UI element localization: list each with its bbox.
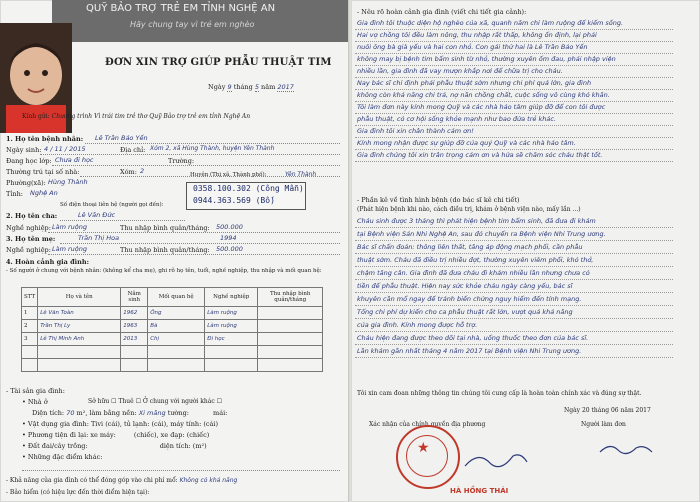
date-month: 5 xyxy=(254,83,259,91)
farm-row xyxy=(22,442,207,450)
cell: Làm ruộng xyxy=(205,307,258,320)
diagnosis-line: tại Bệnh viện Sản Nhi Nghệ An, sau đó chuyển ra Bệnh viện Nhi Trung ương. xyxy=(357,230,606,238)
story-line: Kính mong nhận được sự giúp đỡ của quý Quỹ và các nhà hảo tâm. xyxy=(357,139,576,147)
vehicles-tail: (chiếc), xe đạp: (chiếc) xyxy=(133,431,210,439)
fund-slogan: Hãy chung tay vì trẻ em nghèo xyxy=(130,20,255,29)
cell: Đi học xyxy=(205,333,258,346)
hamlet-label: Xóm: xyxy=(120,168,137,176)
study-value: Chưa đi học xyxy=(55,156,94,164)
diagnosis-note: (Phát hiện bệnh khi nào, cách điều trị, khám ở bệnh viện nào, mấy lần ...) xyxy=(357,206,581,213)
study-label: Đang học lớp: xyxy=(6,157,52,165)
diagnosis-line: Lần khám gần nhất tháng 4 năm 2017 tại Bệnh viện Nhi Trung ương. xyxy=(357,347,582,355)
patient-name-label: 1. Họ tên bệnh nhân: xyxy=(6,135,84,143)
mother-job-value: Làm ruộng xyxy=(52,245,88,253)
province-value: Nghệ An xyxy=(30,189,58,197)
vehicles-label: • Phương tiện đi lại: xe máy: xyxy=(22,431,116,439)
house-options: Sở hữu ☐ Thuê ☐ Ở chung với người khác ☐ xyxy=(88,398,222,405)
recipient-row xyxy=(22,113,250,120)
story-line: nhiều lần, gia đình đã vay mượn khắp nơi để chữa trị cho cháu. xyxy=(357,67,563,75)
phone-2: 0944.363.569 (Bố) xyxy=(193,196,275,205)
fund-name: QUỸ BẢO TRỢ TRẺ EM TỈNH NGHỆ AN xyxy=(86,3,276,14)
patient-name-value: Lê Trần Bảo Yến xyxy=(95,134,148,142)
vehicles-row xyxy=(22,431,209,439)
province-label: Tỉnh: xyxy=(6,190,23,198)
story-line: không may bị bệnh tim bẩm sinh từ nhỏ, thường xuyên ốm đau, phải nhập viện xyxy=(357,55,616,63)
form-date xyxy=(208,83,294,92)
diagnosis-line: thuật sớm. Cháu đã điều trị nhiều đợt, thường xuyên viêm phổi, khó thở, xyxy=(357,256,594,264)
diagnosis-line: Cháu sinh được 3 tháng thì phát hiện bệnh tim bẩm sinh, đã đưa đi khám xyxy=(357,217,596,225)
father-label: 2. Họ tên cha: xyxy=(6,212,58,220)
local-confirmation-label: Xác nhận của chính quyền địa phương xyxy=(369,421,486,428)
address-label: Địa chỉ: xyxy=(120,146,146,154)
cell: 1 xyxy=(22,307,38,320)
table-row xyxy=(22,307,323,320)
hamlet-value: 2 xyxy=(140,167,145,175)
sign-date: Ngày 20 tháng 06 năm 2017 xyxy=(564,407,651,414)
table-row xyxy=(22,320,323,333)
district-label: Huyện (Thị xã, Thành phố): xyxy=(190,172,267,178)
phone-1: 0358.100.302 (Công Mẫn) xyxy=(193,184,304,193)
col-income: Thu nhập bình quân/tháng xyxy=(258,288,323,307)
diagnosis-line: Bác sĩ chẩn đoán: thông liên thất, tăng áp động mạch phổi, cần phẫu xyxy=(357,243,583,251)
diagnosis-line: Tổng chi phí dự kiến cho ca phẫu thuật rất lớn, vượt quá khả năng xyxy=(357,308,573,316)
story-line: Gia đình tôi xin chân thành cảm ơn! xyxy=(357,127,474,135)
cell: 1963 xyxy=(121,320,148,333)
cell: 2 xyxy=(22,320,38,333)
commune-label: Phường(xã): xyxy=(6,179,46,187)
items-row xyxy=(22,420,218,428)
signer-name: HÀ HỒNG THÁI xyxy=(450,487,509,495)
cell xyxy=(258,333,323,346)
date-year-label: năm xyxy=(261,83,276,91)
mother-value: Trần Thị Hoa xyxy=(78,234,120,242)
mother-job-label: Nghề nghiệp: xyxy=(6,246,51,254)
house-label: • Nhà ở xyxy=(22,398,48,406)
mother-label: 3. Họ tên mẹ: xyxy=(6,235,56,243)
pledge-text: Tôi xin cam đoan những thông tin chúng tôi cung cấp là hoàn toàn chính xác và đúng sự thật. xyxy=(357,390,642,397)
recipient-text: Chương trình Vì trái tim trẻ thơ Quỹ Bảo trợ trẻ em tỉnh Nghệ An xyxy=(51,113,251,120)
recipient-label: Kính gửi: xyxy=(22,113,50,120)
official-signature xyxy=(461,450,531,472)
mother-income-label: Thu nhập bình quân/tháng: xyxy=(120,246,210,254)
contact-label: Số điện thoại liên hệ (người gọi đến): xyxy=(60,202,164,208)
cell xyxy=(258,307,323,320)
cell: 3 xyxy=(22,333,38,346)
other-label: • Những đặc điểm khác: xyxy=(22,453,103,461)
story-line: Hai vợ chồng tôi đều làm nông, thu nhập rất thấp, không ổn định, lại phải xyxy=(357,31,597,39)
story-line: Nay bác sĩ chỉ định phải phẫu thuật sớm nhưng chi phí quá lớn, gia đình xyxy=(357,79,592,87)
father-job-label: Nghề nghiệp: xyxy=(6,224,51,232)
family-members-table xyxy=(21,287,323,372)
district-value: Yên Thành xyxy=(285,171,317,178)
cell: Lê Văn Toàn xyxy=(38,307,121,320)
cost-value: Không có khả năng xyxy=(179,477,238,484)
family-section-label: 4. Hoàn cảnh gia đình: xyxy=(6,258,89,266)
phone-box xyxy=(186,182,306,210)
story-line: không còn khả năng chi trả, nợ nần chồng chất, cuộc sống vô cùng khó khăn. xyxy=(357,91,610,99)
land-area: 70 xyxy=(66,409,75,417)
family-note: - Số người ở chung với bệnh nhân: (không kể cha mẹ), ghi rõ họ tên, tuổi, nghề nghiệp, thu nhập và mối quan hệ: xyxy=(6,268,322,274)
date-year: 2017 xyxy=(277,83,294,91)
fund-banner xyxy=(52,0,349,42)
diagnosis-line: khuyên cần mổ ngay để tránh biến chứng nguy hiểm đến tính mạng. xyxy=(357,295,582,303)
land-mid: m², làm bằng nền: xyxy=(76,409,137,417)
land-walls-label: tường: xyxy=(167,409,189,417)
farm-label: • Đất đai/cây trồng: xyxy=(22,442,88,450)
cell: 2013 xyxy=(121,333,148,346)
form-page-left xyxy=(0,0,349,502)
story-line: Gia đình tôi thuộc diện hộ nghèo của xã, quanh năm chỉ làm ruộng để kiếm sống. xyxy=(357,19,624,27)
col-relation: Mối quan hệ xyxy=(148,288,205,307)
table-header-row xyxy=(22,288,323,307)
land-label: Diện tích: xyxy=(32,409,65,417)
date-mid: tháng xyxy=(233,83,253,91)
table-row xyxy=(22,333,323,346)
school-label: Trường: xyxy=(168,157,195,165)
dob-value: 4 / 11 / 2015 xyxy=(44,145,86,153)
address-value: Xóm 2, xã Hùng Thành, huyện Yên Thành xyxy=(150,145,275,152)
land-material: Xi măng xyxy=(138,409,166,417)
cell: Ông xyxy=(148,307,205,320)
land-roof-label: mái: xyxy=(213,409,228,417)
father-income-value: 500.000 xyxy=(216,223,243,231)
assets-label: - Tài sản gia đình: xyxy=(6,387,65,395)
cell: Chị xyxy=(148,333,205,346)
col-job: Nghề nghiệp xyxy=(205,288,258,307)
date-prefix: Ngày xyxy=(208,83,226,91)
diagnosis-label: - Phần kê về tình hình bệnh (do bác sĩ kê chi tiết) xyxy=(357,196,520,204)
insurance-label: - Bảo hiểm (có hiệu lực đến thời điểm hiện tại): xyxy=(6,489,150,496)
story-line: phẫu thuật, có cơ hội sống khỏe mạnh như bao đứa trẻ khác. xyxy=(357,115,556,123)
form-page-right xyxy=(351,0,700,502)
situation-label: - Nêu rõ hoàn cảnh gia đình (viết chi tiết gia cảnh): xyxy=(357,8,527,16)
applicant-signature xyxy=(596,440,656,458)
farm-tail: diện tích: (m²) xyxy=(159,442,207,450)
col-name: Họ và tên xyxy=(38,288,121,307)
diagnosis-line: của gia đình. Kính mong được hỗ trợ. xyxy=(357,321,478,329)
items-label: • Vật dụng gia đình: Tivi xyxy=(22,420,104,428)
official-stamp xyxy=(396,425,460,489)
cell xyxy=(258,320,323,333)
father-value: Lê Văn Đức xyxy=(78,211,116,219)
diagnosis-line: tiền để phẫu thuật. Hiện nay sức khỏe cháu ngày càng yếu, bác sĩ xyxy=(357,282,573,290)
applicant-label: Người làm đơn xyxy=(581,421,626,428)
mother-income-value: 500.000 xyxy=(216,245,243,253)
cell: Bà xyxy=(148,320,205,333)
stamp-star-icon: ★ xyxy=(417,440,430,456)
story-line: Tôi làm đơn này kính mong Quỹ và các nhà hảo tâm giúp đỡ để con tôi được xyxy=(357,103,606,111)
mother-dob-value: 1994 xyxy=(220,234,237,242)
form-title: ĐƠN XIN TRỢ GIÚP PHẪU THUẬT TIM xyxy=(105,57,332,68)
story-line: nuôi ông bà già yếu và hai con nhỏ. Con gái thứ hai là Lê Trần Bảo Yến xyxy=(357,43,588,51)
dob-label: Ngày sinh: xyxy=(6,146,42,154)
items-tail: (cái), tủ lạnh: (cái), máy tính: (cái) xyxy=(105,420,219,428)
table-row xyxy=(22,359,323,372)
date-day: 9 xyxy=(227,83,232,91)
cell: 1962 xyxy=(121,307,148,320)
col-year: Năm sinh xyxy=(121,288,148,307)
father-income-label: Thu nhập bình quân/tháng: xyxy=(120,224,210,232)
cell: Lê Thị Minh Anh xyxy=(38,333,121,346)
cell: Làm ruộng xyxy=(205,320,258,333)
cost-label: - Khả năng của gia đình có thể đóng góp vào chi phí mổ: xyxy=(6,477,178,484)
diagnosis-line: chậm tăng cân. Gia đình đã đưa cháu đi khám nhiều lần nhưng chưa có xyxy=(357,269,590,277)
residence-label: Thường trú tại số nhà: xyxy=(6,168,80,176)
commune-value: Hùng Thành xyxy=(48,178,88,186)
diagnosis-line: Cháu hiện đang được theo dõi tại nhà, uống thuốc theo đơn của bác sĩ. xyxy=(357,334,589,342)
cost-row xyxy=(6,477,237,484)
story-line: Gia đình chúng tôi xin trân trọng cảm ơn và hứa sẽ chăm sóc cháu thật tốt. xyxy=(357,151,603,159)
father-job-value: Làm ruộng xyxy=(52,223,88,231)
table-row xyxy=(22,346,323,359)
land-row xyxy=(32,409,227,417)
col-stt: STT xyxy=(22,288,38,307)
cell: Trần Thị Ly xyxy=(38,320,121,333)
